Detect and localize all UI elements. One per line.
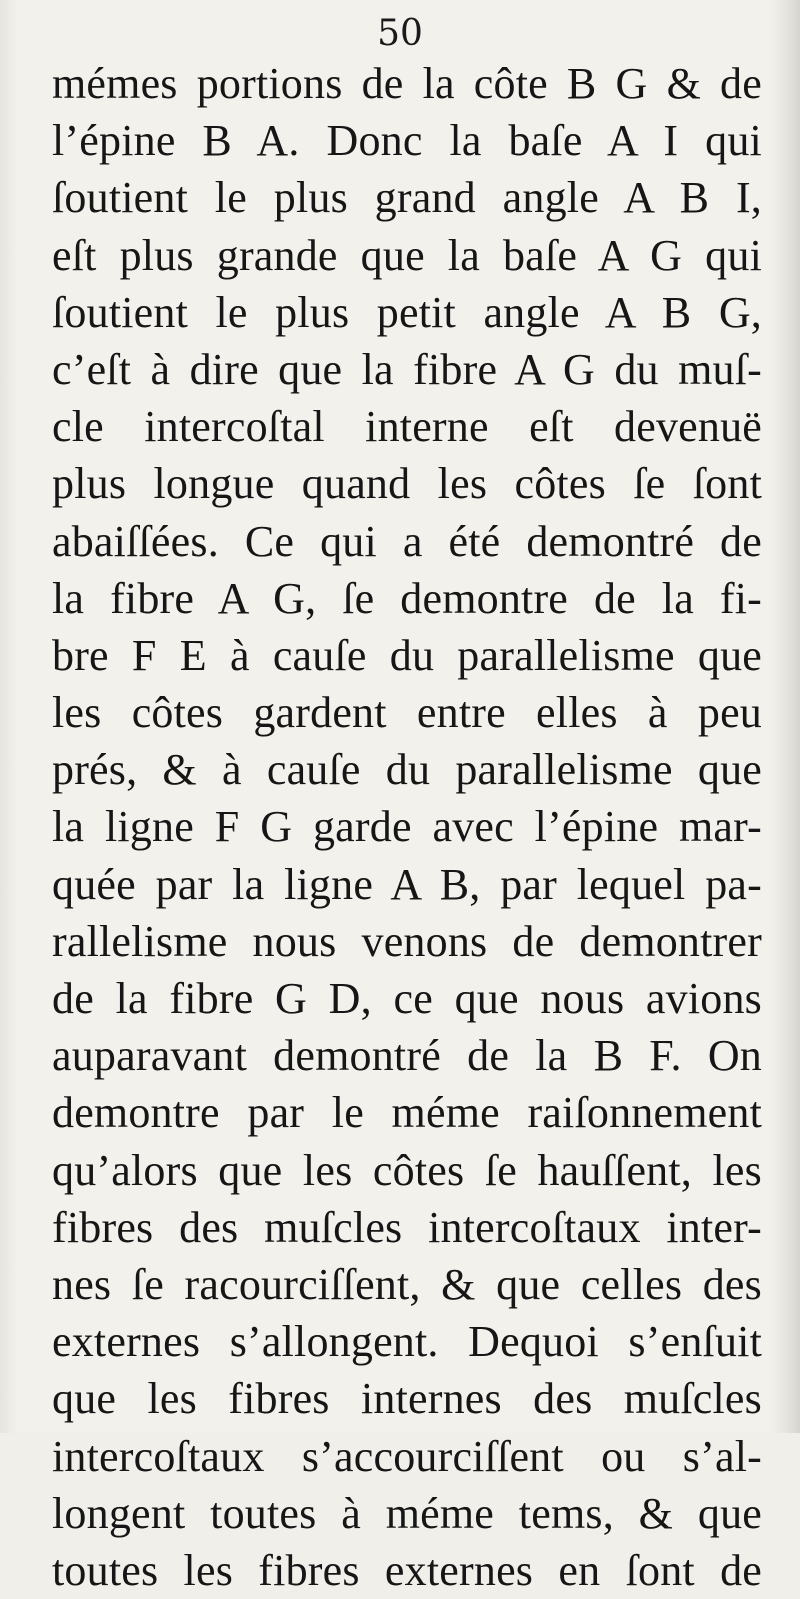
- text-line: intercoſtaux s’accourciſſent ou s’al-: [52, 1431, 762, 1481]
- text-line: nes ſe racourciſſent, & que celles des: [52, 1259, 762, 1309]
- text-line: quée par la ligne A B, par lequel pa-: [52, 859, 762, 909]
- text-line: cle intercoſtal interne eſt devenuë: [52, 402, 762, 452]
- body-text: [52, 55, 762, 1599]
- text-line: la ligne F G garde avec l’épine mar-: [52, 802, 762, 852]
- text-line: bre F E à cauſe du parallelisme que: [52, 630, 762, 680]
- text-line: plus longue quand les côtes ſe ſont: [52, 459, 762, 509]
- text-line: ſoutient le plus grand angle A B I,: [52, 173, 762, 223]
- text-line: de la fibre G D, ce que nous avions: [52, 974, 762, 1023]
- text-line: mémes portions de la côte B G & de: [52, 59, 762, 108]
- text-line: abaiſſées. Ce qui a été demontré de: [52, 516, 762, 566]
- text-line: auparavant demontré de la B F. On: [52, 1031, 762, 1081]
- text-line: la fibre A G, ſe demontre de la fi-: [52, 573, 762, 623]
- text-line: demontre par le méme raiſonnement: [52, 1088, 762, 1138]
- text-line: externes s’allongent. Dequoi s’enſuit: [52, 1317, 762, 1367]
- text-line: prés, & à cauſe du parallelisme que: [52, 745, 762, 795]
- text-line: fibres des muſcles intercoſtaux inter-: [52, 1202, 762, 1252]
- text-line: ſoutient le plus petit angle A B G,: [52, 287, 762, 337]
- text-line: eſt plus grande que la baſe A G qui: [52, 230, 762, 280]
- text-line: c’eſt à dire que la fibre A G du muſ-: [52, 344, 762, 394]
- text-line: qu’alors que les côtes ſe hauſſent, les: [52, 1145, 762, 1195]
- text-line: l’épine B A. Donc la baſe A I qui: [52, 116, 762, 166]
- text-line: les côtes gardent entre elles à peu: [52, 688, 762, 738]
- page-edge-shadow: [770, 0, 800, 1433]
- page-number: 50: [377, 13, 423, 54]
- page-gutter-shadow: [0, 0, 18, 1433]
- text-line: longent toutes à méme tems, & que: [52, 1488, 762, 1538]
- text-line: que les fibres internes des muſcles: [52, 1374, 762, 1424]
- text-line: rallelisme nous venons de demontrer: [52, 916, 762, 966]
- text-line: toutes les fibres externes en ſont de: [52, 1545, 762, 1595]
